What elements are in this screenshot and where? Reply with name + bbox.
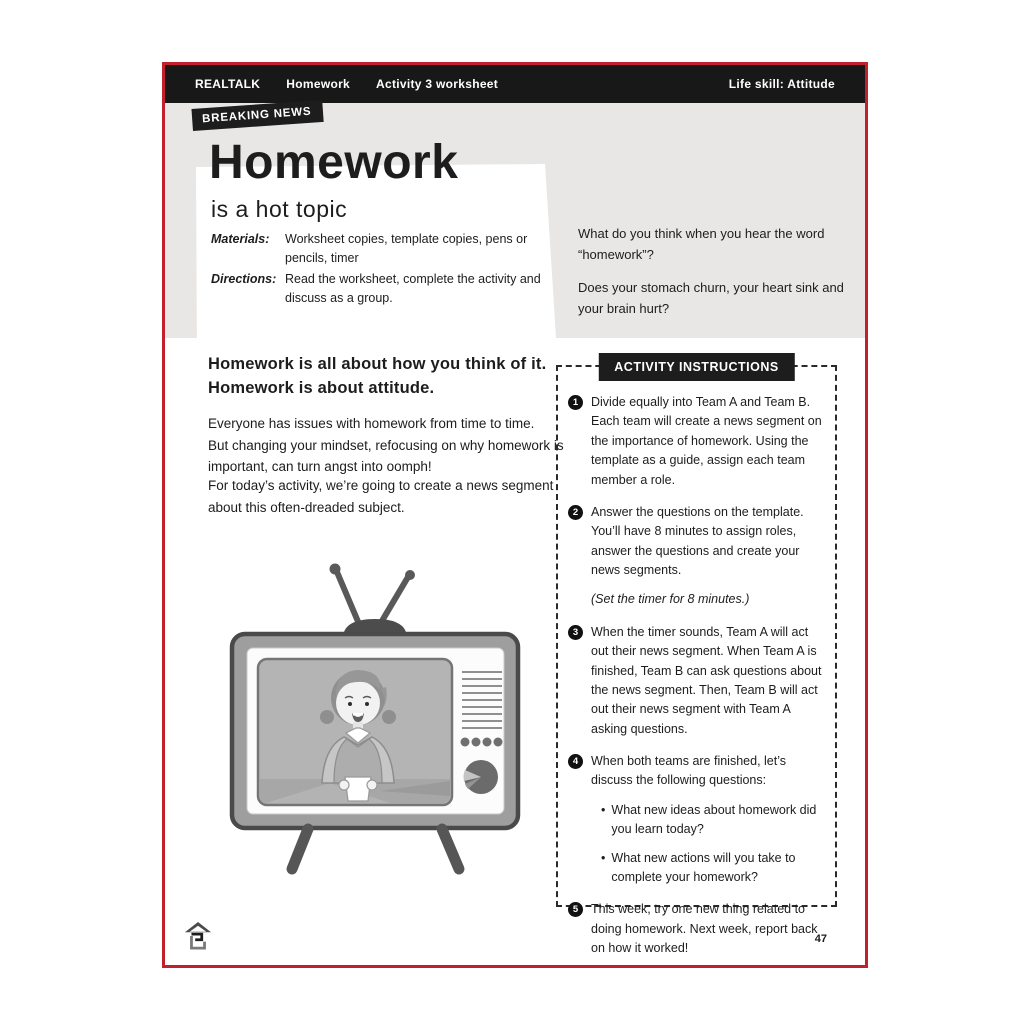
bullet-dot: • <box>601 850 606 865</box>
instruction-steps <box>558 367 835 958</box>
section-heading-line1: Homework is all about how you think of it. <box>208 355 547 373</box>
brand-label: REALTALK <box>195 77 261 91</box>
house-logo-icon <box>184 921 212 951</box>
page-header-bar <box>165 65 865 103</box>
page-title: Homework <box>209 136 459 189</box>
step-5-text: This week, try one new thing related to doing homework. Next week, report back on how it worked! <box>591 902 818 955</box>
step-4-number-badge: 4 <box>568 754 583 769</box>
instruction-step-5 <box>568 900 826 958</box>
hero-questions <box>578 223 850 319</box>
page-subtitle: is a hot topic <box>211 196 348 222</box>
discussion-question-1 <box>601 801 826 840</box>
step-2-number-badge: 2 <box>568 505 583 520</box>
tv-illustration-svg <box>210 551 540 881</box>
intro-paragraph-1 <box>208 413 570 478</box>
discussion-question-2-text: What new actions will you take to complete your homework? <box>611 850 796 884</box>
worksheet-page <box>162 62 868 968</box>
step-2-text <box>591 503 826 610</box>
instruction-step-2 <box>568 503 826 610</box>
materials-row <box>211 230 547 268</box>
discussion-questions <box>591 801 826 888</box>
directions-row <box>211 270 547 308</box>
life-skill-label: Life skill: Attitude <box>728 77 835 91</box>
materials-value: Worksheet copies, template copies, pens or pencils, timer <box>285 232 528 265</box>
intro-paragraph-1-line1: Everyone has issues with homework from time to time. <box>208 416 535 431</box>
directions-value: Read the worksheet, complete the activity and discuss as a group. <box>285 272 541 305</box>
discussion-question-2 <box>601 849 826 888</box>
step-5-number-badge: 5 <box>568 902 583 917</box>
step-1-text: Divide equally into Team A and Team B. Each team will create a news segment on the importance of homework. Using the template as a guide, assign each team member a role. <box>591 395 822 487</box>
step-4-text <box>591 752 826 887</box>
instruction-step-1 <box>568 393 826 490</box>
materials-label: Materials: <box>211 232 270 246</box>
section-heading <box>208 353 568 401</box>
discussion-question-1-text: What new ideas about homework did you learn today? <box>611 802 817 837</box>
hero-question-1: What do you think when you hear the word “homework”? <box>578 226 825 263</box>
step-3-number-badge: 3 <box>568 625 583 640</box>
breaking-news-badge: BREAKING NEWS <box>191 100 324 131</box>
step-3-text: When the timer sounds, Team A will act out their news segment. When Team A is finished, Team B can ask questions about the news segment. Then, Team B will act out their news segment with Team A asking questions. <box>591 624 822 736</box>
intro-paragraph-1-rest: But changing your mindset, refocusing on why homework is important, can turn angst into oomph! <box>208 437 564 475</box>
tv-news-anchor-illustration <box>210 551 540 881</box>
activity-instructions-title: ACTIVITY INSTRUCTIONS <box>598 353 794 381</box>
step-4-body: When both teams are finished, let’s discuss the following questions: <box>591 754 787 788</box>
section-heading-line2: Homework is about attitude. <box>208 378 435 397</box>
directions-label: Directions: <box>211 272 277 286</box>
step-2-body: Answer the questions on the template. You’ll have 8 minutes to assign roles, answer the questions and create your news segments. <box>591 504 804 577</box>
intro-paragraph-2: For today’s activity, we’re going to create a news segment about this often-dreaded subject. <box>208 478 554 515</box>
bullet-dot: • <box>601 802 606 817</box>
instruction-step-4 <box>568 752 826 887</box>
step-1-number-badge: 1 <box>568 395 583 410</box>
hero-question-2: Does your stomach churn, your heart sink and your brain hurt? <box>578 280 844 317</box>
page-number: 47 <box>814 933 827 945</box>
breadcrumb-worksheet: Activity 3 worksheet <box>376 77 499 91</box>
step-2-timer-note: (Set the timer for 8 minutes.) <box>591 592 750 607</box>
instruction-step-3 <box>568 623 826 739</box>
breadcrumb-section: Homework <box>286 77 351 91</box>
